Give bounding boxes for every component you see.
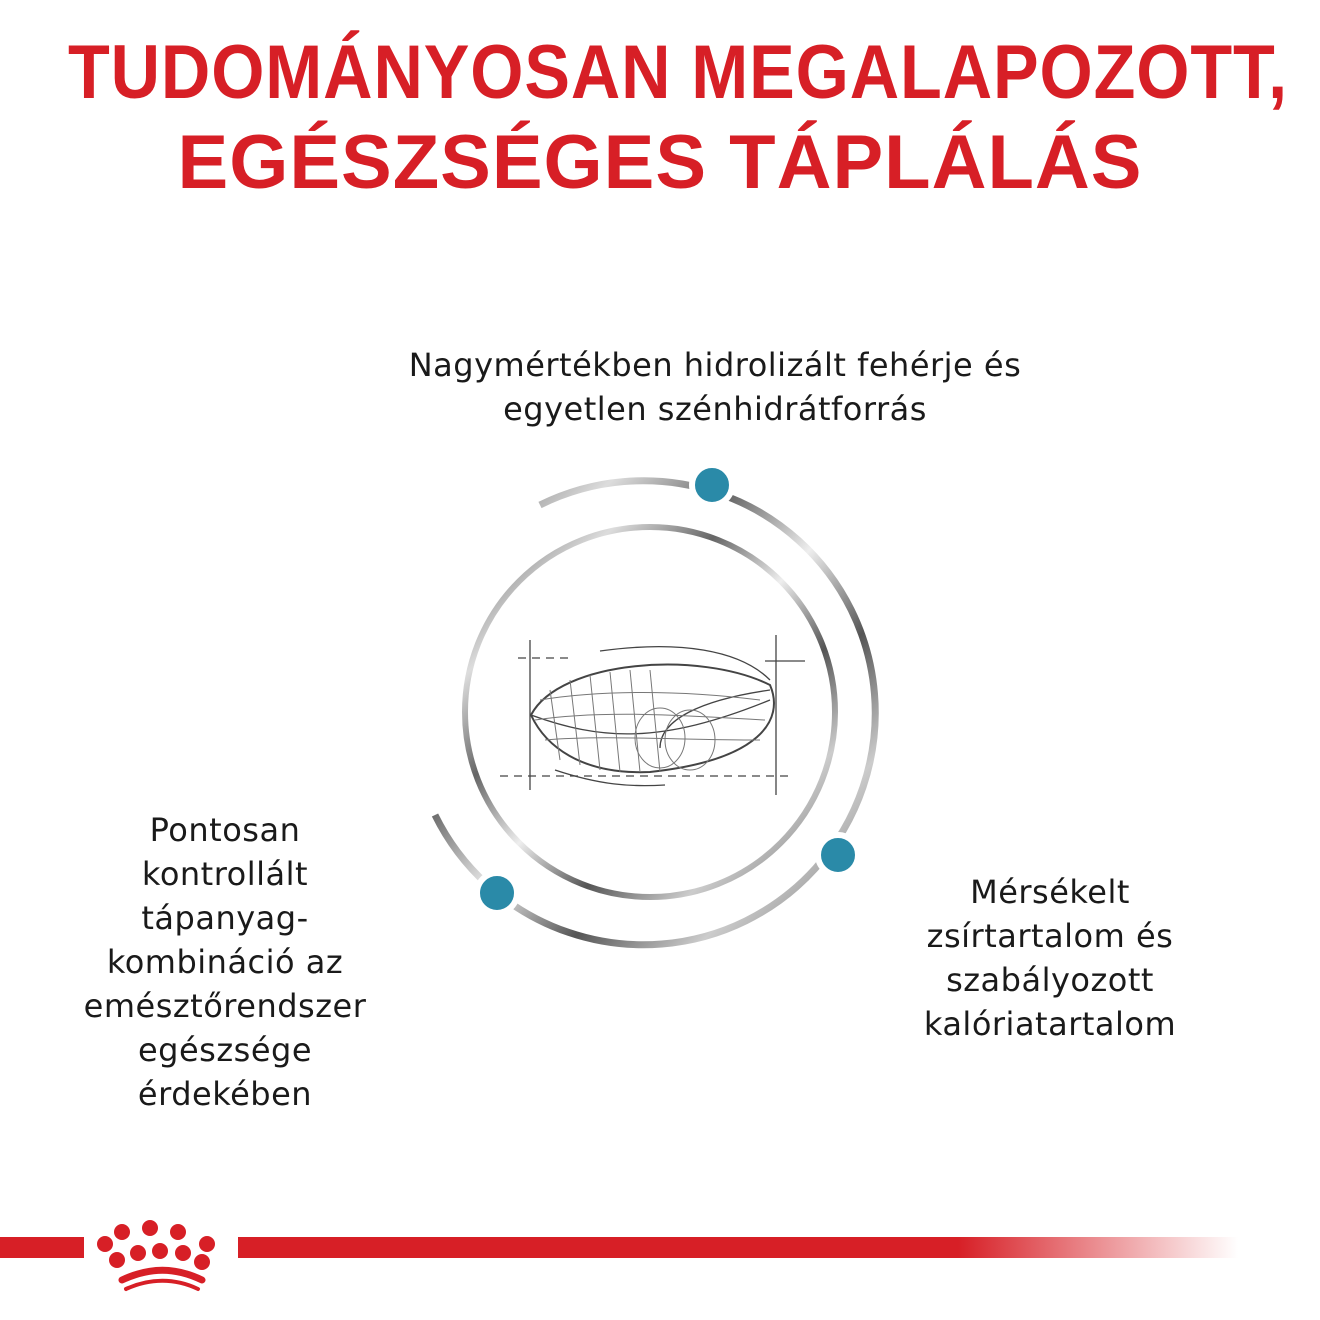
feature-text: emésztőrendszer bbox=[83, 987, 367, 1025]
inner-ring bbox=[465, 527, 835, 897]
feature-hydrolysed-protein bbox=[280, 343, 1150, 431]
royal-canin-crown-logo bbox=[90, 1205, 240, 1295]
feature-text: tápanyag- bbox=[141, 899, 309, 937]
feature-moderate-fat bbox=[880, 870, 1220, 1046]
feature-text: Pontosan bbox=[149, 811, 301, 849]
feature-text: zsírtartalom és bbox=[926, 917, 1174, 955]
brand-bar-left bbox=[0, 1237, 84, 1258]
page-title-line-1: TUDOMÁNYOSAN MEGALAPOZOTT, bbox=[67, 30, 1288, 115]
kibble-sketch-icon bbox=[500, 635, 805, 795]
dot-right bbox=[818, 835, 858, 875]
feature-text: Mérsékelt bbox=[970, 873, 1130, 911]
feature-nutrient-combination bbox=[30, 808, 420, 1116]
feature-text: Nagymértékben hidrolizált fehérje és bbox=[408, 346, 1022, 384]
dot-top bbox=[692, 465, 732, 505]
feature-text: szabályozott bbox=[946, 961, 1154, 999]
dot-left bbox=[477, 873, 517, 913]
feature-text: kalóriatartalom bbox=[923, 1005, 1177, 1043]
feature-text: egészsége bbox=[137, 1031, 312, 1069]
feature-text: kontrollált bbox=[141, 855, 309, 893]
feature-text: érdekében bbox=[137, 1075, 313, 1113]
brand-bar-right bbox=[238, 1237, 1238, 1258]
page-title-line-2: EGÉSZSÉGES TÁPLÁLÁS bbox=[177, 120, 1143, 205]
feature-text: kombináció az bbox=[106, 943, 344, 981]
feature-text: egyetlen szénhidrátforrás bbox=[503, 390, 927, 428]
